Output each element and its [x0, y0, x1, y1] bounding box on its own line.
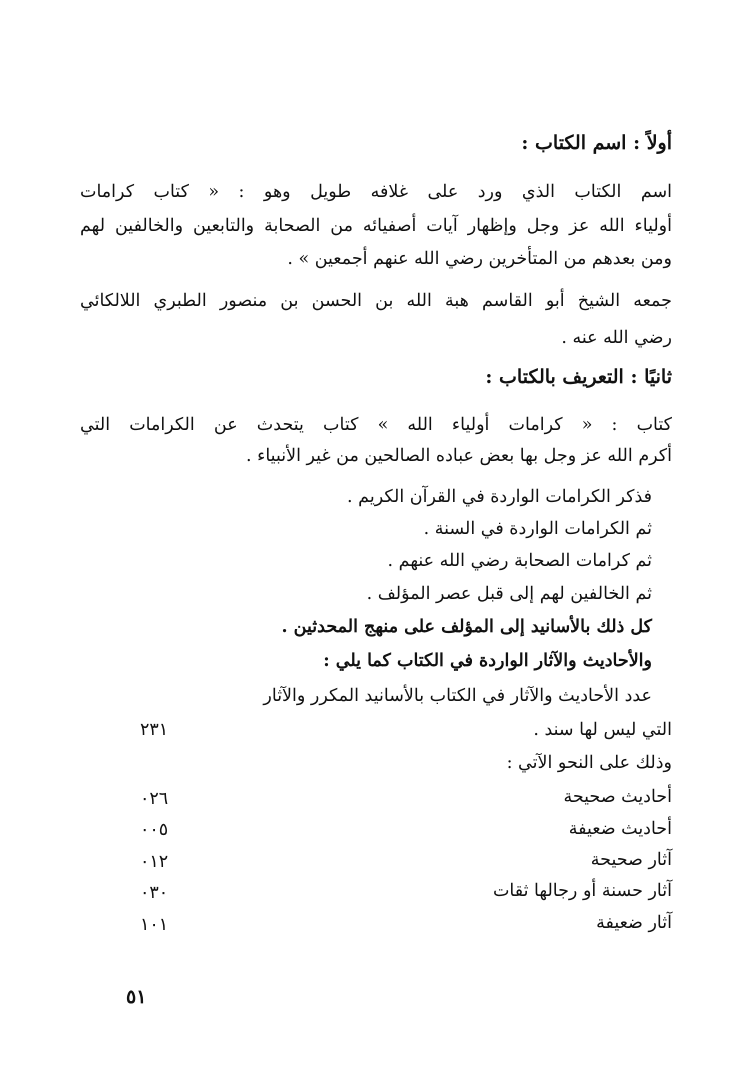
- paragraph-line: أولياء الله عز وجل وإظهار آيات أصفيائه من الصحابة والتابعين والخالفين لهم: [80, 216, 672, 236]
- section-heading-book-definition: [80, 362, 672, 392]
- page-number: ٥١: [126, 986, 147, 1008]
- list-item: ثم الكرامات الواردة في السنة .: [423, 519, 652, 539]
- section-heading-book-name: [80, 128, 672, 158]
- paragraph-line: اسم الكتاب الذي ورد على غلافه طويل وهو : « كتاب كرامات: [80, 182, 672, 202]
- list-item: ثم كرامات الصحابة رضي الله عنهم .: [387, 551, 652, 571]
- heading-label: ثانيًا :: [630, 366, 672, 388]
- paragraph-line: جمعه الشيخ أبو القاسم هبة الله بن الحسن بن منصور الطبري اللالكائي: [80, 291, 672, 311]
- breakdown-count: ٠٣٠: [140, 883, 169, 903]
- count-line: التي ليس لها سند .: [533, 720, 672, 740]
- heading-title: اسم الكتاب :: [521, 132, 627, 154]
- breakdown-label: أحاديث ضعيفة: [568, 819, 672, 839]
- paragraph-line: أكرم الله عز وجل بها بعض عباده الصالحين من غير الأنبياء .: [245, 446, 672, 466]
- bold-line: والأحاديث والآثار الواردة في الكتاب كما يلي :: [323, 651, 652, 671]
- count-line: عدد الأحاديث والآثار في الكتاب بالأسانيد المكرر والآثار: [263, 686, 652, 706]
- breakdown-label: آثار حسنة أو رجالها ثقات: [492, 881, 672, 901]
- paragraph-line: رضي الله عنه .: [561, 328, 672, 348]
- breakdown-label: آثار صحيحة: [590, 850, 672, 870]
- bold-line: كل ذلك بالأسانيد إلى المؤلف على منهج المحدثين .: [281, 617, 652, 637]
- heading-label: أولاً :: [633, 132, 672, 154]
- breakdown-label: أحاديث صحيحة: [563, 787, 672, 807]
- breakdown-count: ٠٢٦: [140, 789, 169, 809]
- breakdown-count: ٠١٢: [140, 852, 169, 872]
- list-item: ثم الخالفين لهم إلى قبل عصر المؤلف .: [366, 584, 652, 604]
- breakdown-intro: وذلك على النحو الآتي :: [506, 753, 672, 773]
- breakdown-label: آثار ضعيفة: [596, 913, 672, 933]
- paragraph-line: كتاب : « كرامات أولياء الله » كتاب يتحدث عن الكرامات التي: [80, 415, 672, 435]
- count-total: ٢٣١: [140, 720, 169, 740]
- paragraph-line: ومن بعدهم من المتأخرين رضي الله عنهم أجمعين » .: [287, 249, 672, 269]
- heading-title: التعريف بالكتاب :: [485, 366, 624, 388]
- breakdown-count: ٠٠٥: [140, 820, 169, 840]
- list-item: فذكر الكرامات الواردة في القرآن الكريم .: [347, 487, 652, 507]
- breakdown-count: ١٠١: [140, 915, 169, 935]
